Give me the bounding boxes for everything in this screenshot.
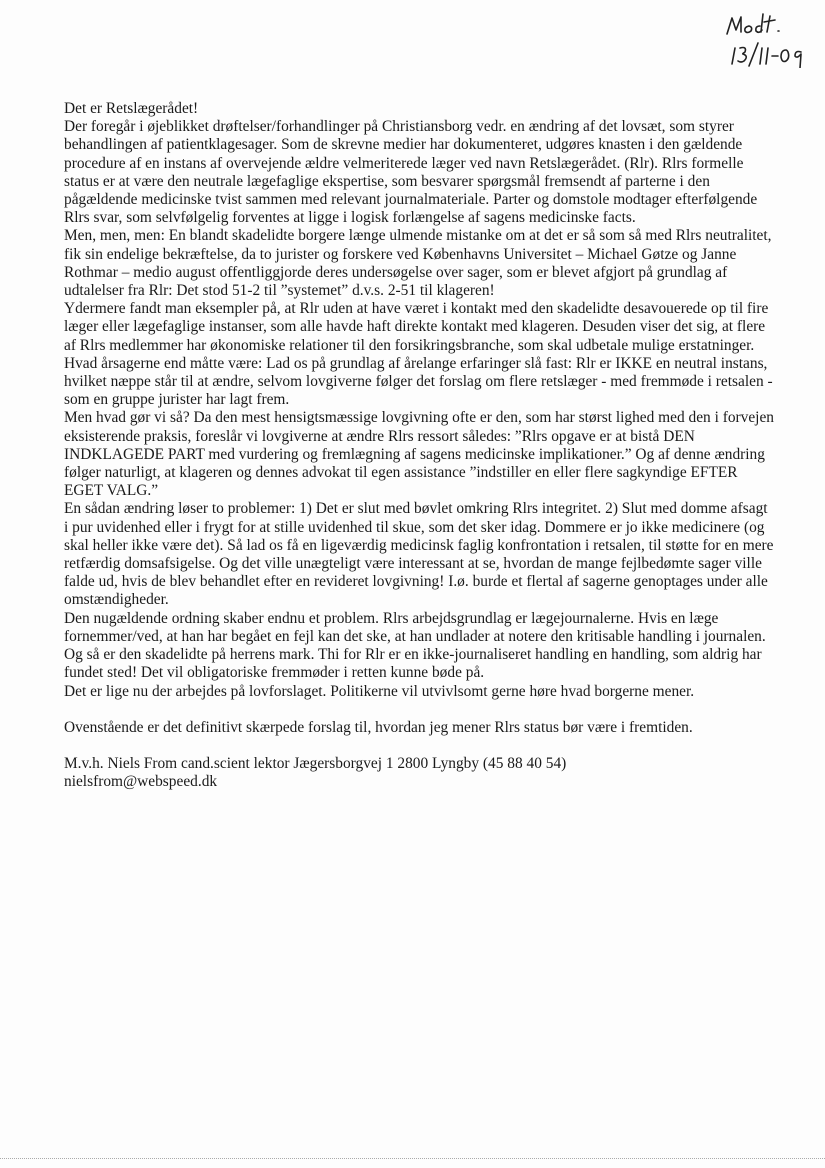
letter-paragraph: Men hvad gør vi så? Da den mest hensigtsmæssige lovgivning ofte er den, som har størst lighed med den i forvejen eksisterende praksis, foreslår vi lovgiverne at ændre Rlrs ressort således: ”Rlrs opgave er at bistå DEN INDKLAGEDE PART med vurdering og fremlægning af sagens medicinske implikationer.” Og af denne ændring følger naturligt, at klageren og dennes advokat til egen assistance ”indstiller en eller flere sagkyndige EFTER EGET VALG.”	[64, 409, 774, 500]
letter-paragraph: Det er Retslægerådet!	[64, 100, 199, 117]
letter-paragraph: En sådan ændring løser to problemer: 1) Det er slut med bøvlet omkring Rlrs integritet. 2) Slut med domme afsagt i pur uvidenhed eller i frygt for at stille uvidenhed til skue, som det sker idag. Dommere er jo ikke medicinere (og skal heller ikke være det). Så lad os få en ligeværdig medicinsk faglig konfrontation i retsalen, til støtte for en mere retfærdig domsafsigelse. Og det ville unægteligt være interessant at se, hvordan de mange fejlbedømte sager ville falde ud, hvis de blev behandlet efter en revideret lovgivning! I.ø. burde et flertal af sagerne genoptages under alle omstændigheder.	[64, 500, 774, 609]
letter-paragraph: Der foregår i øjeblikket drøftelser/forhandlinger på Christiansborg vedr. en ændring af det lovsæt, som styrer behandlingen af patientklagesager. Som de skrevne medier har dokumenteret, udgøres knasten i den gældende procedure af en instans af overvejende ældre velmeriterede læger ved navn Retslægerådet. (Rlr). Rlrs formelle status er at være den neutrale lægefaglige ekspertise, som besvarer spørgsmål fremsendt af parterne i den pågældende medicinske tvist sammen med relevant journalmateriale. Parter og domstole modtager efterfølgende Rlrs svar, som selvfølgelig forventes at ligge i logisk forlængelse af sagens medicinske facts.	[64, 118, 758, 227]
received-stamp-handwriting	[705, 8, 820, 68]
letter-body	[64, 100, 774, 791]
paragraph-gap	[64, 701, 774, 719]
letter-paragraph: Den nugældende ordning skaber endnu et problem. Rlrs arbejdsgrundlag er lægejournalerne. Hvis en læge fornemmer/ved, at han har begået en fejl kan det ske, at han undlader at notere den kritisable handling i journalen. Og så er den skadelidte på herrens mark. Thi for Rlr er en ikke-journaliseret handling en handling, som aldrig har fundet sted! Det vil obligatoriske fremmøder i retten kunne bøde på.	[64, 609, 766, 682]
signature-line: M.v.h. Niels From cand.scient lektor Jægersborgvej 1 2800 Lyngby (45 88 40 54)	[64, 754, 567, 772]
letter-closing: Ovenstående er det definitivt skærpede forslag til, hvordan jeg mener Rlrs status bør være i fremtiden.	[64, 718, 693, 736]
handwritten-note-icon	[705, 8, 820, 68]
letter-paragraph: Hvad årsagerne end måtte være: Lad os på grundlag af årelange erfaringer slå fast: Rlr er IKKE en neutral instans, hvilket næppe står til at ændre, selvom lovgiverne følger det forslag om flere retslæger - med fremmøde i retsalen - som en gruppe jurister har lagt frem.	[64, 354, 773, 409]
paragraph-gap	[64, 737, 774, 755]
letter-paragraph: Det er lige nu der arbejdes på lovforslaget. Politikerne vil utvivlsomt gerne høre hvad borgerne mener.	[64, 682, 695, 700]
signature-email: nielsfrom@webspeed.dk	[64, 773, 218, 791]
letter-paragraph: Men, men, men: En blandt skadelidte borgere længe ulmende mistanke om at det er så som så med Rlrs neutralitet, fik sin endelige bekræftelse, da to jurister og forskere ved Københavns Universitet – Michael Gøtze og Janne Rothmar – medio august offentliggjorde deres undersøgelse over sager, som er blevet afgjort på grundlag af udtalelser fra Rlr: Det stod 51-2 til ”systemet” d.v.s. 2-51 til klageren!	[64, 227, 772, 300]
letter-paragraph: Ydermere fandt man eksempler på, at Rlr uden at have været i kontakt med den skadelidte desavouerede op til fire læger eller lægefaglige instanser, som alle havde haft direkte kontakt med klageren. Desuden viser det sig, at flere af Rlrs medlemmer har økonomiske relationer til den forsikringsbranche, som skal udbetale mulige erstatninger.	[64, 300, 769, 354]
scan-edge-line	[0, 1158, 825, 1160]
